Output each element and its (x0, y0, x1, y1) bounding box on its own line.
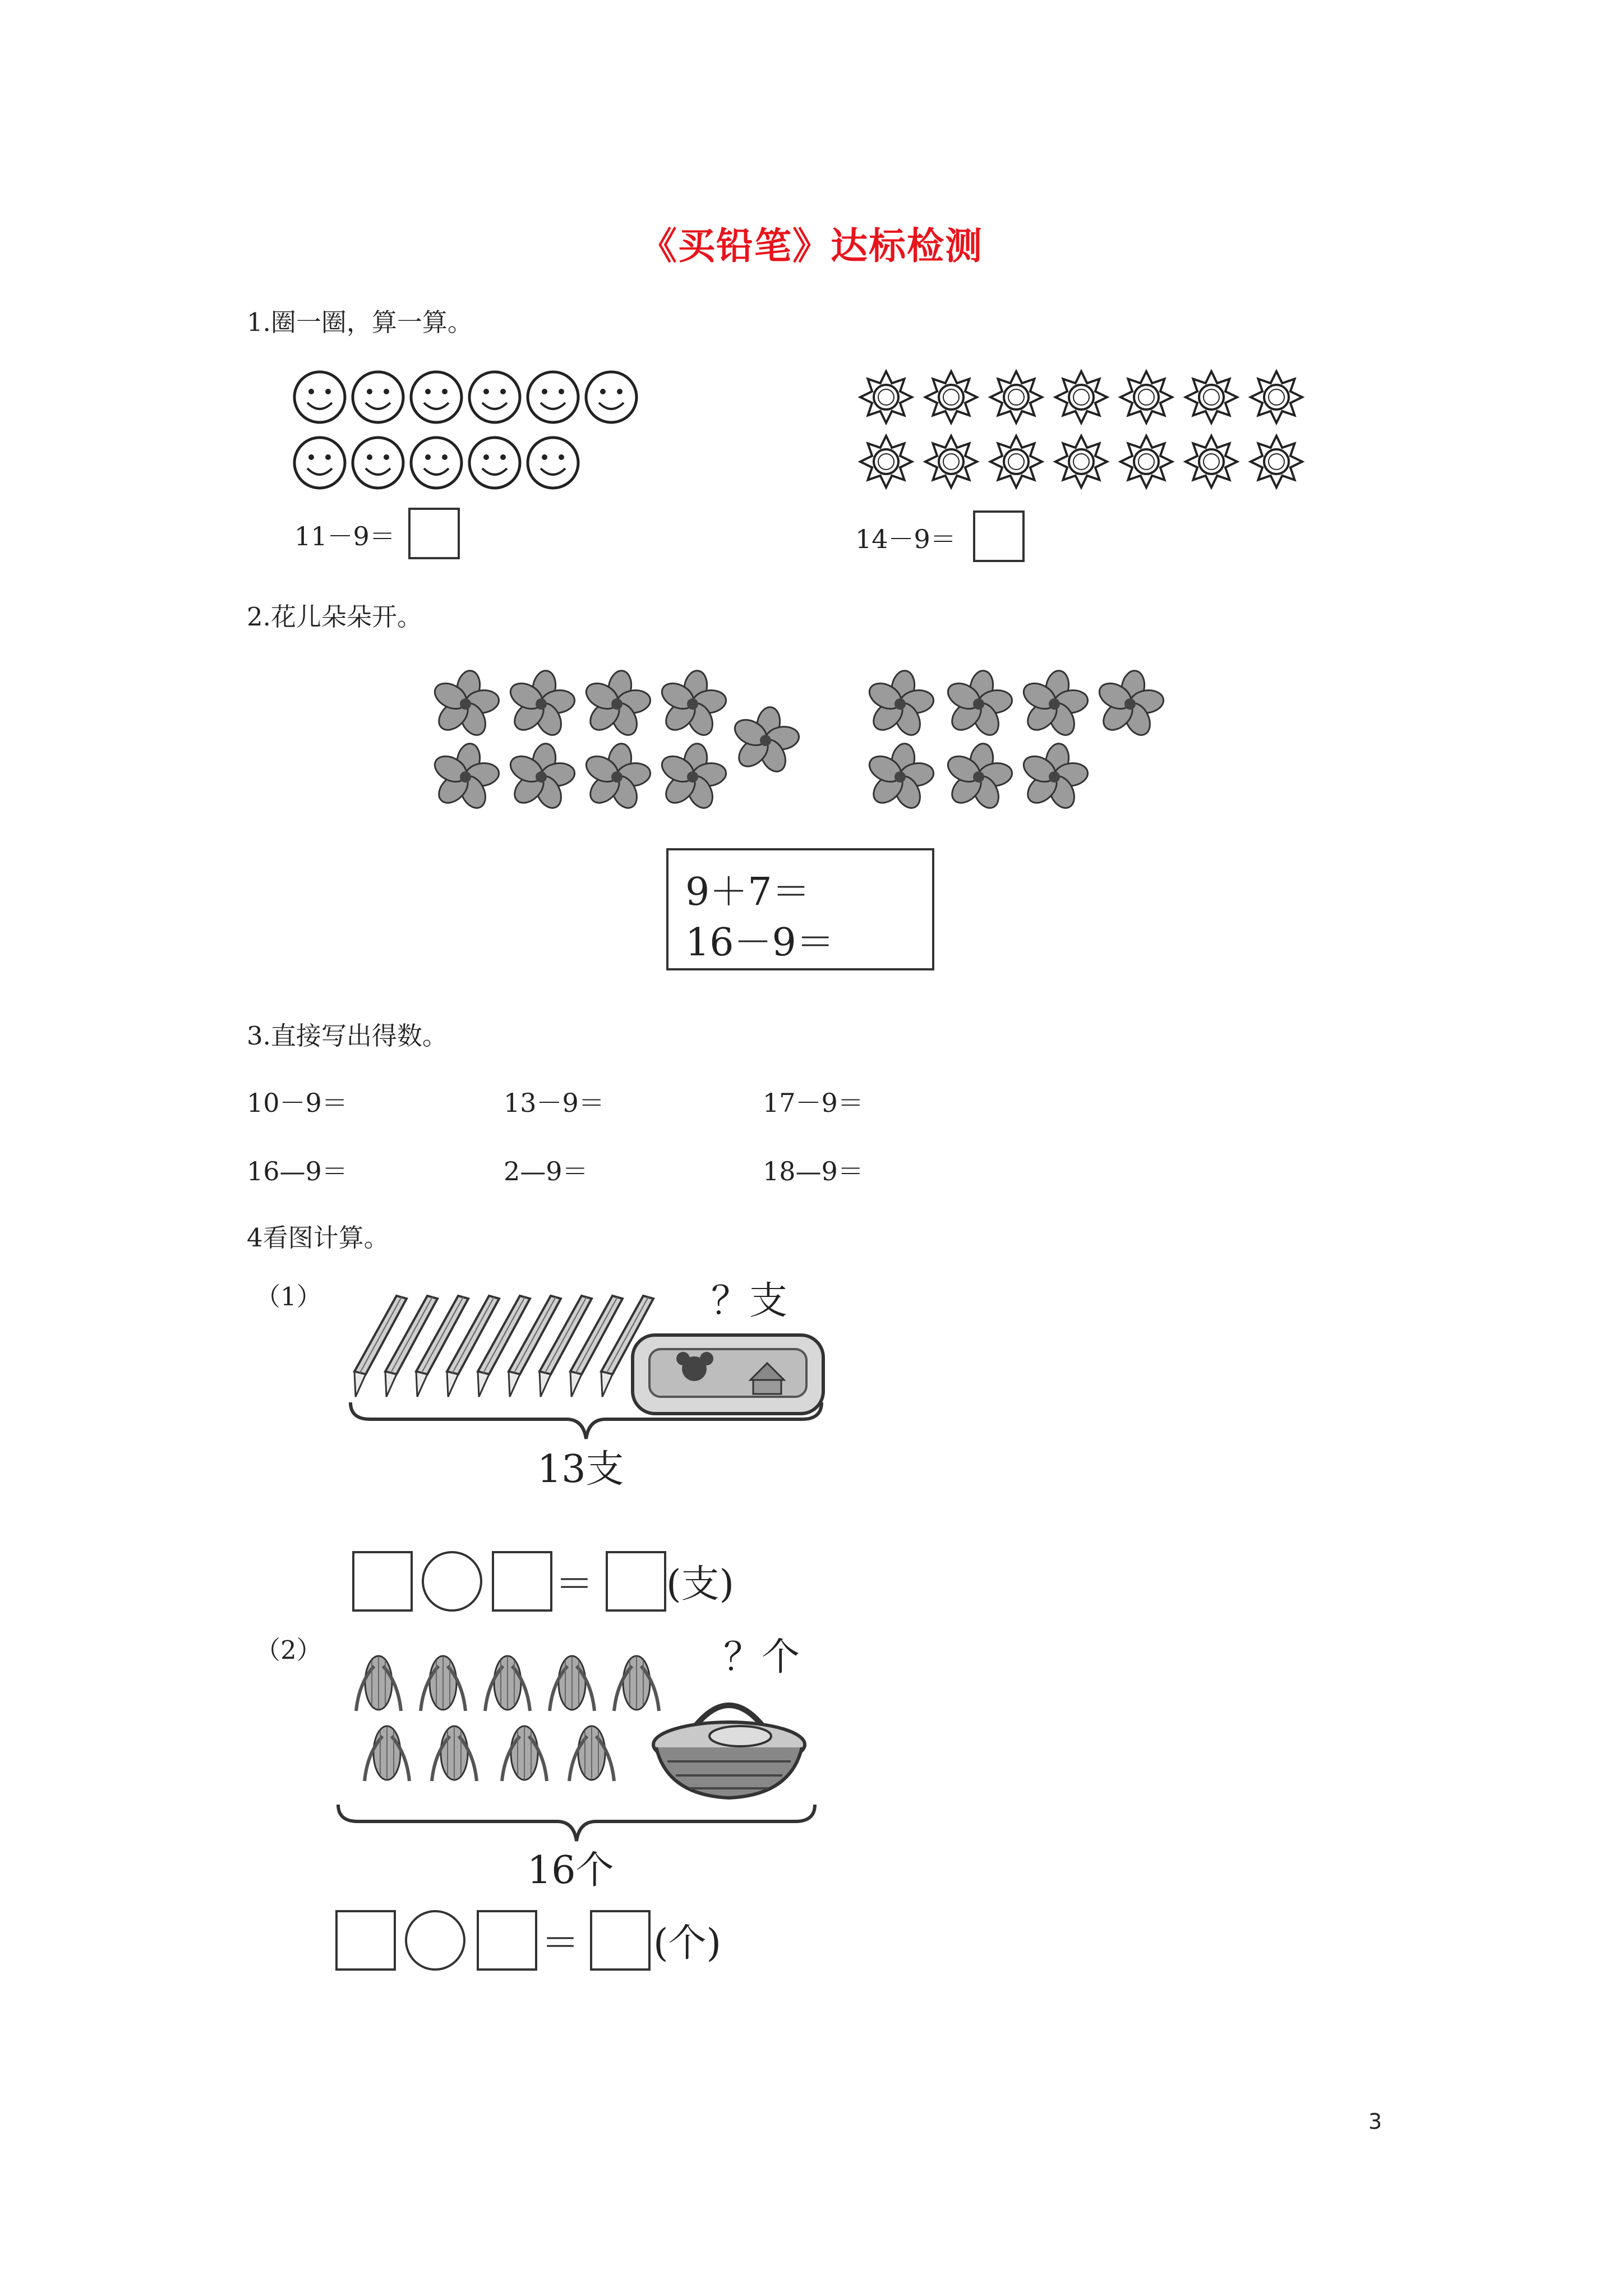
basket-icon (645, 1683, 813, 1806)
corn-icon (502, 1726, 547, 1781)
operator-circle-p2[interactable] (405, 1910, 465, 1971)
question-1-heading: 1.圈一圈，算一算。 (247, 307, 473, 337)
corn-icon (550, 1656, 594, 1711)
part-1-question: ？支 (711, 1279, 788, 1323)
answer-box-p2-a[interactable] (335, 1910, 396, 1971)
question-4-heading: 4看图计算。 (247, 1223, 389, 1253)
part-2-question: ？个 (723, 1635, 800, 1680)
question-2-heading: 2.花儿朵朵开。 (247, 602, 422, 632)
part-2-unit: (个) (653, 1921, 722, 1966)
answer-box-p2-b[interactable] (477, 1910, 537, 1971)
arith-item-5: 2—9＝ (504, 1156, 588, 1186)
part-1-total: 13支 (537, 1447, 624, 1492)
question-1-left-equation: 11－9＝ (294, 521, 395, 551)
corn-icon (421, 1656, 465, 1711)
page-title: 《买铅笔》达标检测 (640, 224, 983, 268)
corn-icon (569, 1726, 614, 1781)
arith-item-2: 13－9＝ (504, 1088, 605, 1118)
answer-box-p2-c[interactable] (590, 1910, 651, 1971)
part-2-equals: ＝ (541, 1921, 580, 1966)
arith-item-4: 16—9＝ (247, 1156, 348, 1186)
question-1-right-equation: 14－9＝ (855, 524, 956, 554)
part-1-equals: ＝ (555, 1562, 594, 1607)
flower-equation-subtraction: 16－9＝ (685, 921, 834, 965)
arith-item-1: 10－9＝ (247, 1088, 348, 1118)
part-2-total: 16个 (527, 1848, 614, 1893)
corn-icon (365, 1726, 409, 1781)
part-2-label: （2） (255, 1635, 322, 1665)
corn-icon (485, 1656, 530, 1711)
page-number: 3 (1368, 2109, 1382, 2134)
arith-item-3: 17－9＝ (763, 1088, 864, 1118)
corn-icon (356, 1656, 401, 1711)
flower-equation-addition: 9＋7＝ (685, 870, 810, 914)
question-3-heading: 3.直接写出得数。 (247, 1021, 448, 1051)
part-1-label: （1） (255, 1282, 322, 1312)
corn-icon (432, 1726, 477, 1781)
arith-item-6: 18—9＝ (763, 1156, 864, 1186)
part-1-unit: (支) (666, 1562, 735, 1607)
